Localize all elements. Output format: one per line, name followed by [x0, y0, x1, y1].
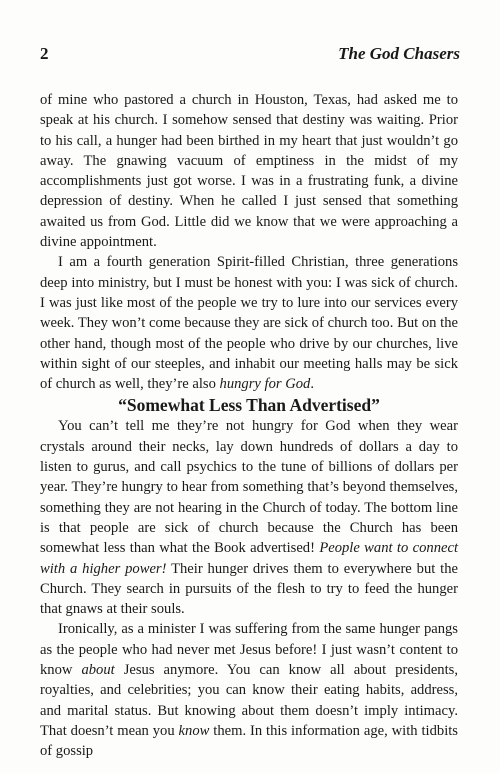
paragraph-3-text: You can’t tell me they’re not hungry for God when they wear crystals around their necks, lay down hundreds of dollars a day to listen to gurus, and call psychics to the tune of billions of dollars per year. They’re hungry to hear from something that’s beyond themselves, something they are not hearing in the Church of today. The bottom line is that people are sick of church because the Church has been somewhat less than what the Book advertised! [40, 418, 458, 557]
paragraph-1-text: of mine who pastored a church in Houston, Texas, had asked me to speak at his church. I somehow sensed that destiny was waiting. Prior to his call, a hunger had been birthed in my heart that just wouldn’t go away. The gnawing vacuum of emptiness in the midst of my accomplishments just got worse. I was in a frustrating funk, a divine depression of destiny. When he called I just sensed that something awaited us from God. Little did we know that we were approaching a divine appointment. [40, 92, 458, 251]
paragraph-3-end: Their hunger drives them to everywhere but the Church. They search in pursuits of the flesh to try to feed the hunger that gnaws at their souls. [40, 560, 458, 618]
book-title: The God Chasers [338, 44, 460, 63]
section-heading: “Somewhat Less Than Advertised” [118, 395, 380, 416]
paragraph-2-emphasis: hungry for God [219, 376, 311, 393]
paragraph-4 [40, 619, 458, 761]
paragraph-4-emphasis-know: know [178, 722, 210, 739]
paragraph-2-text: I am a fourth generation Spirit-filled Christian, three generations deep into ministry, but I must be honest with you: I was sick of church. I was just like most of the people we try to lure into our services every week. They won’t come because they are sick of church too. But on the other hand, though most of the people who drive by our churches, live within sight of our steeples, and inhabit our meeting halls may be sick of church as well, they’re also [40, 254, 458, 393]
paragraph-4-text: Ironically, as a minister I was suffering from the same hunger pangs as the people who had never met Jesus before! I just wasn’t content to know [40, 621, 458, 679]
paragraph-3 [40, 416, 458, 619]
paragraph-2-end: . [310, 376, 314, 393]
page-number: 2 [40, 44, 49, 63]
paragraph-1 [40, 90, 458, 252]
body-text [40, 90, 458, 762]
running-header [40, 44, 460, 68]
paragraph-4-middle: Jesus anymore. You can know all about presidents, royalties, and celebrities; you can know their eating habits, address, and marital status. But knowing about them doesn’t imply intimacy. That doesn’t mean you [40, 662, 458, 739]
paragraph-3-emphasis: People want to connect with a higher power! [40, 540, 458, 577]
paragraph-2 [40, 252, 458, 394]
paragraph-4-emphasis-about: about [81, 662, 115, 679]
paragraph-4-end: them. In this information age, with tidbits of gossip [40, 722, 458, 760]
